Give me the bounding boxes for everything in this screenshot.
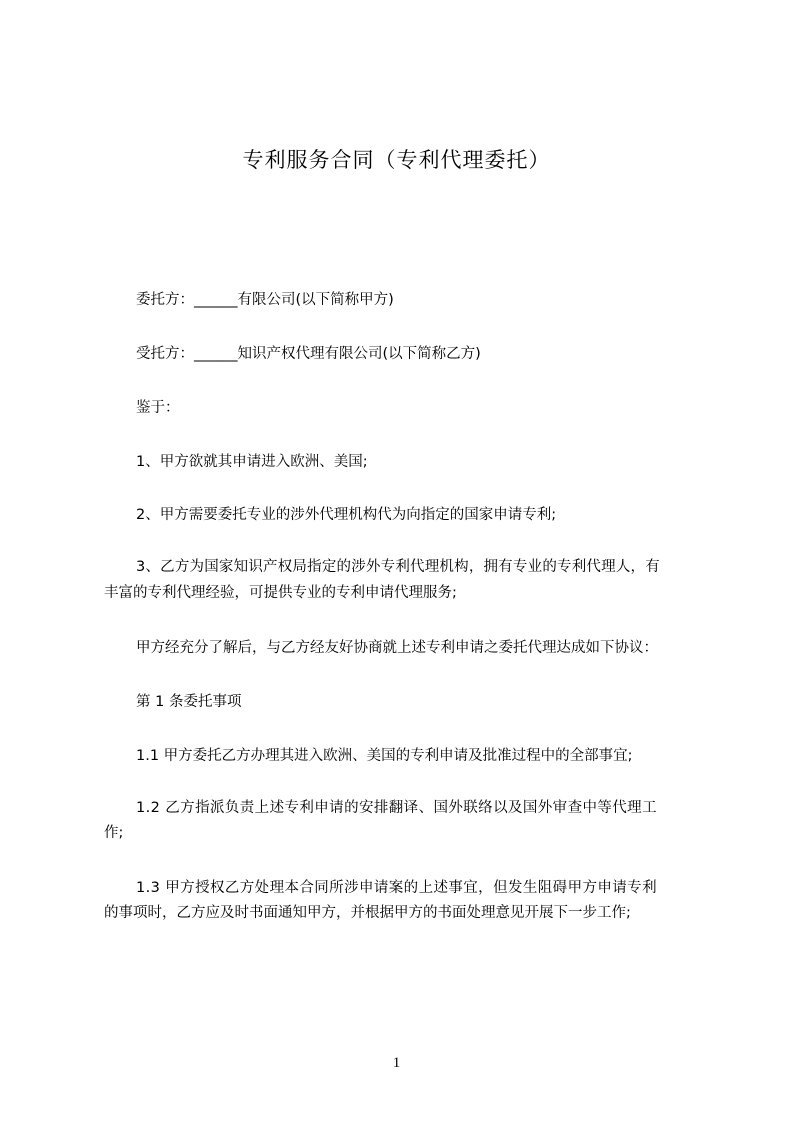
clause-1-1: 1.1 甲方委托乙方办理其进入欧洲、美国的专利申请及批准过程中的全部事宜; [136, 748, 633, 764]
clause-1-2-line-2: 作; [104, 825, 124, 841]
agreement-intro: 甲方经充分了解后，与乙方经友好协商就上述专利申请之委托代理达成如下协议： [136, 640, 658, 656]
document-title: 专利服务合同（专利代理委托） [242, 148, 551, 172]
recital-2: 2、甲方需要委托专业的涉外代理机构代为向指定的国家申请专利; [136, 507, 557, 523]
article-1-heading: 第 1 条委托事项 [136, 694, 242, 710]
whereas-heading: 鉴于： [136, 400, 180, 416]
page-number: 1 [392, 1055, 401, 1071]
recital-3-line-2: 丰富的专利代理经验，可提供专业的专利申请代理服务; [104, 585, 457, 601]
recital-3-line-1: 3、乙方为国家知识产权局指定的涉外专利代理机构，拥有专业的专利代理人，有 [136, 559, 660, 575]
clause-1-3-line-2: 的事项时，乙方应及时书面通知甲方，并根据甲方的书面处理意见开展下一步工作; [104, 905, 631, 921]
clause-1-2-line-1: 1.2 乙方指派负责上述专利申请的安排翻译、国外联络以及国外审查中等代理工 [136, 800, 657, 816]
clause-agent: 受托方：______知识产权代理有限公司(以下简称乙方) [136, 346, 481, 362]
clause-principal: 委托方：______有限公司(以下简称甲方) [136, 292, 394, 308]
clause-1-3-line-1: 1.3 甲方授权乙方处理本合同所涉申请案的上述事宜，但发生阻碍甲方申请专利 [136, 880, 657, 896]
recital-1: 1、甲方欲就其申请进入欧洲、美国; [136, 454, 368, 470]
